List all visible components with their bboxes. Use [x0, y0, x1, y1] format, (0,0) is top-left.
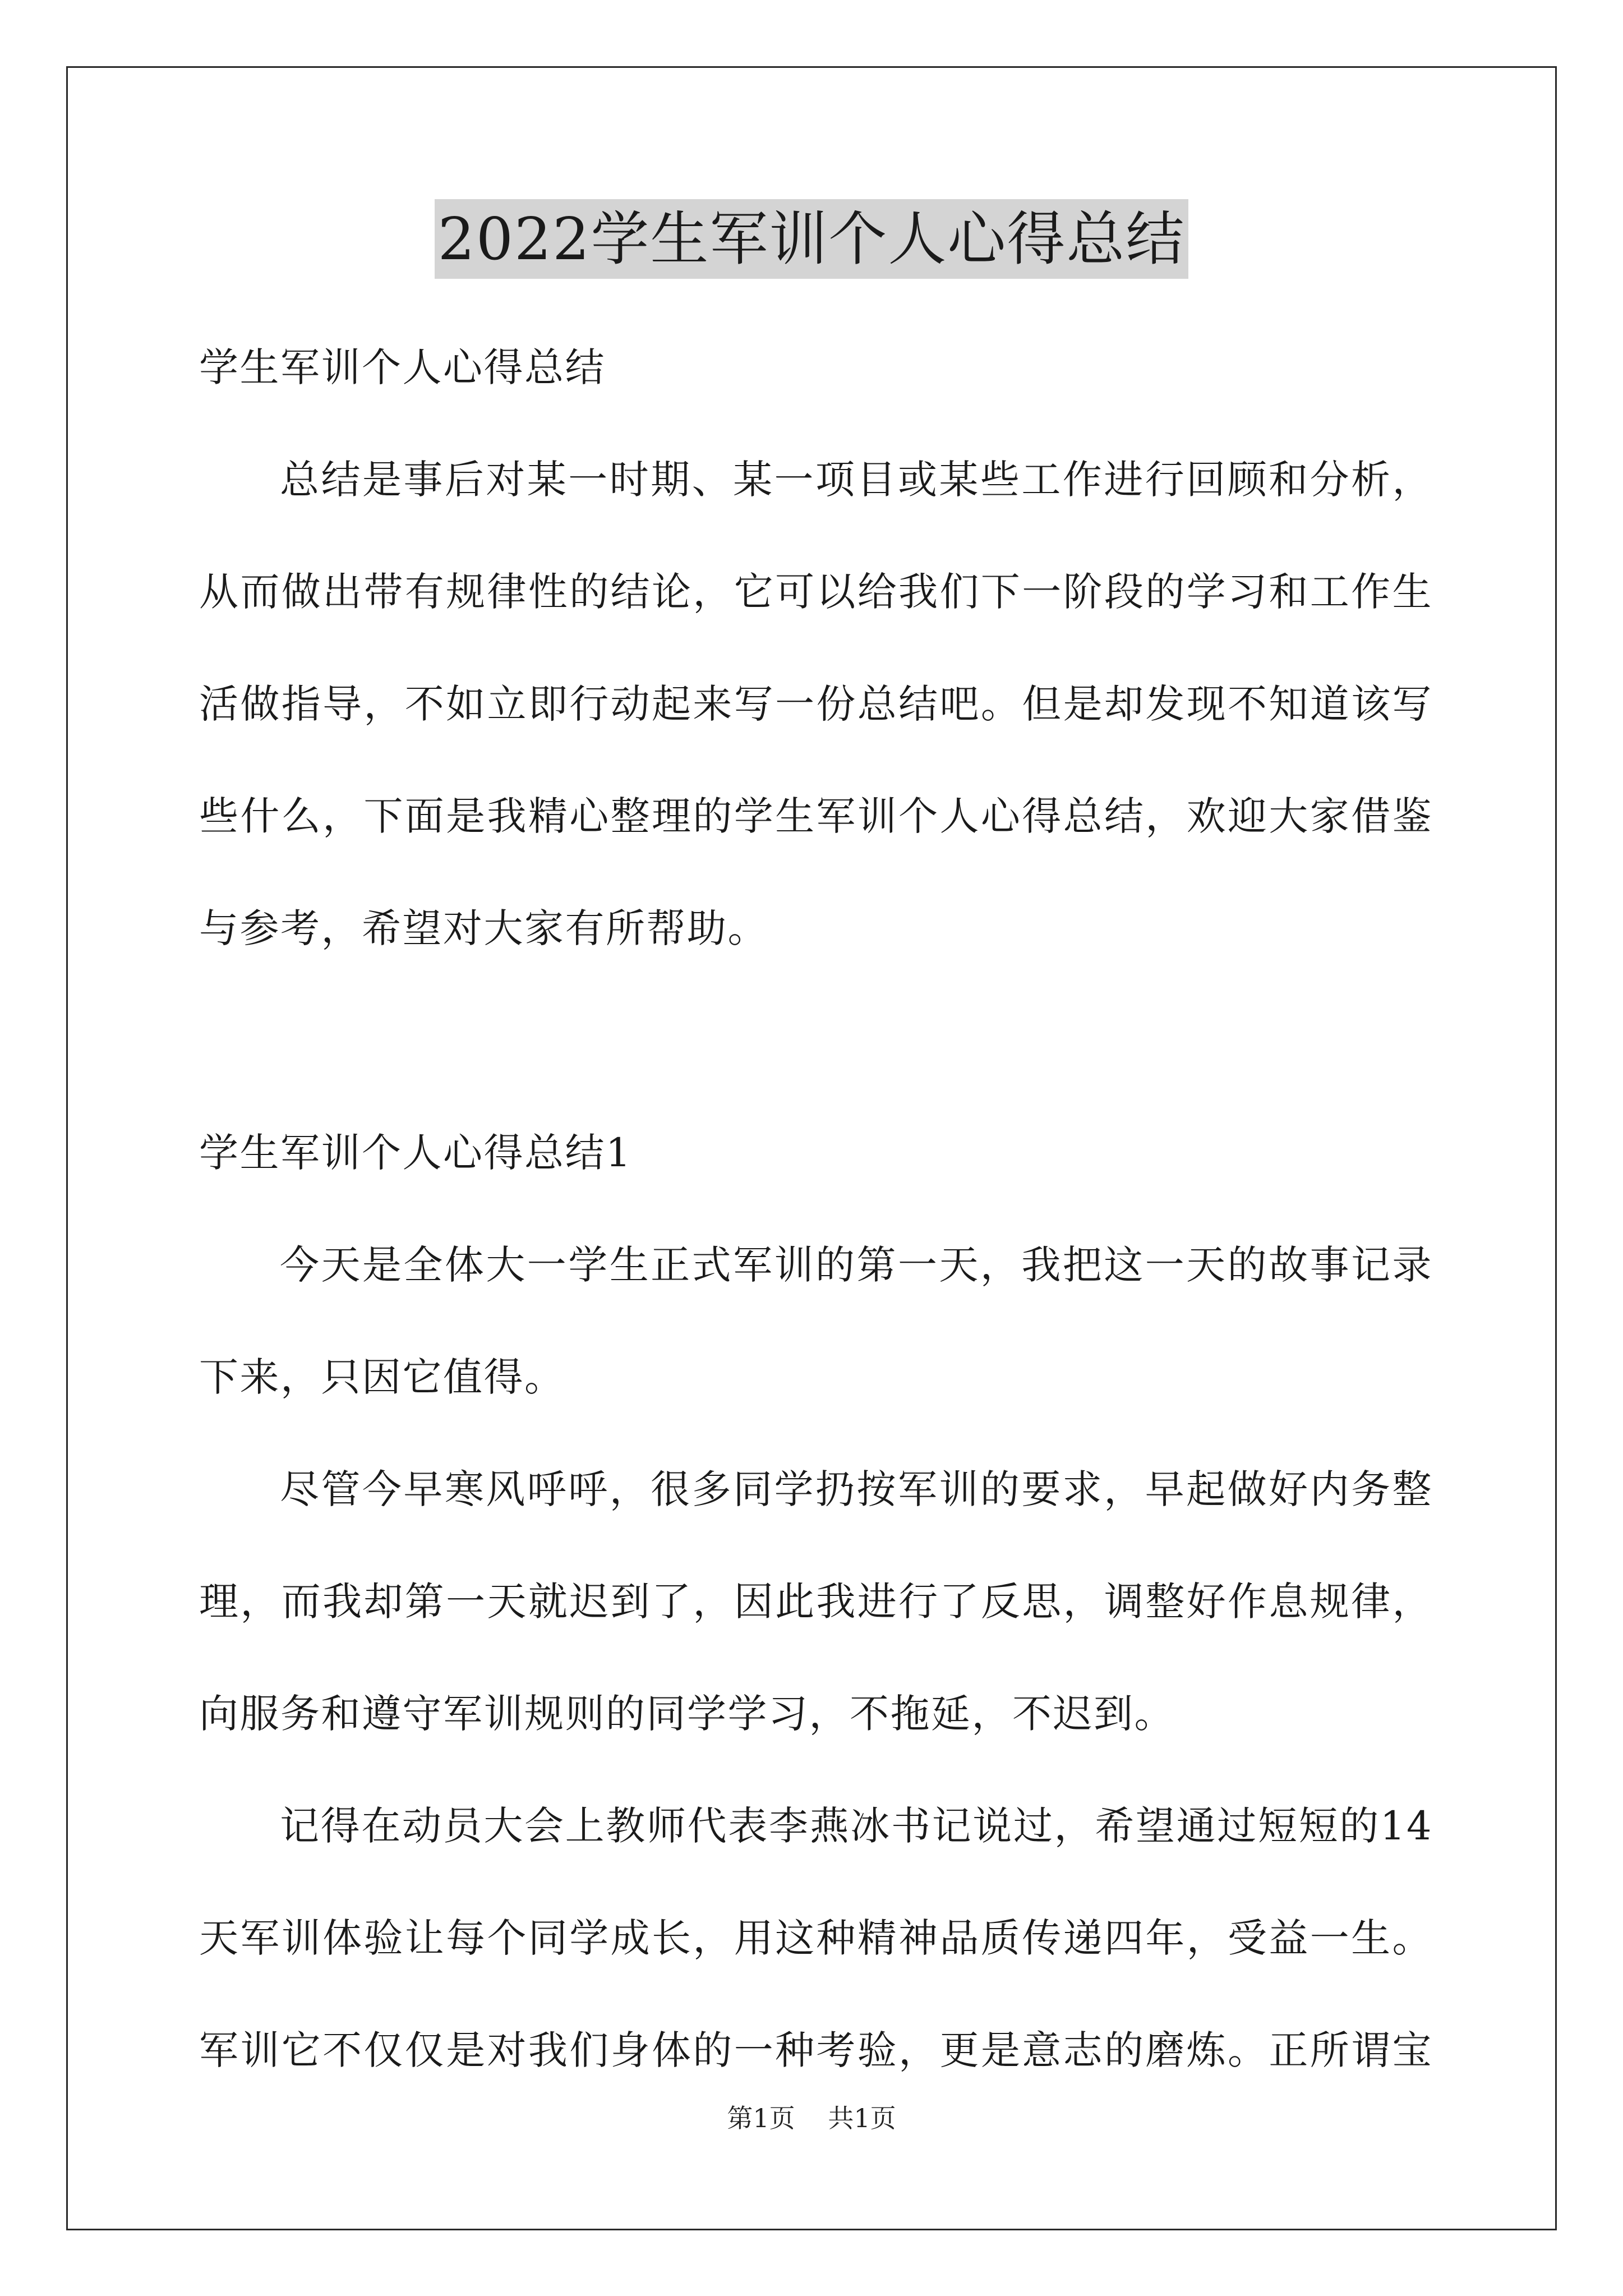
body-line: 下来，只因它值得。 [199, 1354, 565, 1400]
document-body [199, 311, 1433, 2106]
body-line: 天军训体验让每个同学成长，用这种精神品质传递四年，受益一生。 [199, 1915, 1433, 1961]
body-line: 尽管今早寒风呼呼，很多同学扔按军训的要求，早起做好内务整 [280, 1466, 1433, 1512]
intro-line: 总结是事后对某一时期、某一项目或某些工作进行回顾和分析， [280, 457, 1433, 503]
intro-line: 活做指导，不如立即行动起来写一份总结吧。但是却发现不知道该写 [199, 681, 1433, 727]
intro-line: 从而做出带有规律性的结论，它可以给我们下一阶段的学习和工作生 [199, 569, 1433, 615]
page-total: 共1页 [828, 2103, 896, 2133]
document-title: 2022学生军训个人心得总结 [435, 199, 1189, 279]
body-line: 今天是全体大一学生正式军训的第一天，我把这一天的故事记录 [280, 1242, 1433, 1288]
body-line: 向服务和遵守军训规则的同学学习，不拖延，不迟到。 [199, 1691, 1175, 1737]
intro-line: 与参考，希望对大家有所帮助。 [199, 905, 768, 951]
body-line: 军训它不仅仅是对我们身体的一种考验，更是意志的磨炼。正所谓宝 [199, 2027, 1433, 2073]
body-line: 记得在动员大会上教师代表李燕冰书记说过，希望通过短短的14 [280, 1803, 1433, 1849]
page-number: 第1页 [727, 2103, 795, 2133]
intro-line: 些什么，下面是我精心整理的学生军训个人心得总结，欢迎大家借鉴 [199, 793, 1433, 839]
body-line: 理，而我却第一天就迟到了，因此我进行了反思，调整好作息规律， [199, 1579, 1433, 1625]
page-footer [0, 2098, 1623, 2135]
title-container [0, 199, 1623, 279]
section-heading: 学生军训个人心得总结1 [199, 1130, 633, 1176]
subtitle: 学生军训个人心得总结 [199, 344, 606, 390]
paragraph-gap [199, 984, 1433, 1097]
